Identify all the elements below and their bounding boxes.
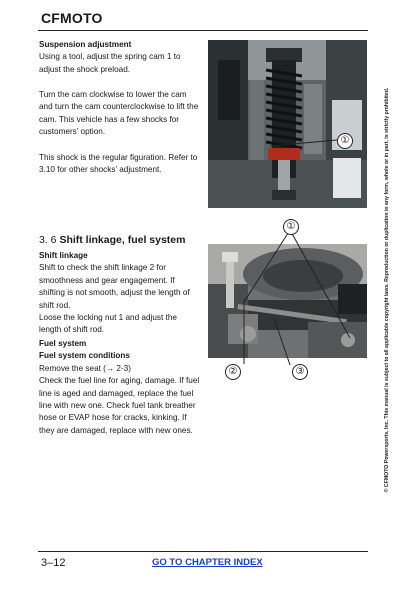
copyright-text: © CFMOTO Powersports, Inc. This manual is subject to all applicable copyright laws. Reproduction or duplication in any form, whole or in part, is strictly prohibited. bbox=[384, 87, 390, 493]
suspension-block-3 bbox=[39, 152, 201, 177]
footer-rule bbox=[38, 551, 368, 552]
suspension-heading: Suspension adjustment bbox=[39, 40, 132, 49]
chapter-index-link[interactable]: GO TO CHAPTER INDEX bbox=[152, 557, 263, 568]
suspension-block-2 bbox=[39, 89, 201, 139]
shock-absorber-photo bbox=[208, 40, 367, 208]
fuel-block bbox=[39, 338, 201, 437]
fuel-subheading: Fuel system conditions bbox=[39, 351, 130, 361]
callout-1-nut: ① bbox=[283, 219, 299, 235]
fuel-heading: Fuel system bbox=[39, 339, 87, 348]
callout-1-shock: ① bbox=[337, 133, 353, 149]
suspension-para-1: Using a tool, adjust the spring cam 1 to adjust the shock preload. bbox=[39, 52, 181, 74]
suspension-para-2: Turn the cam clockwise to lower the cam and turn the cam counterclockwise to lift the cam. This vehicle has a few shocks for customers’ option. bbox=[39, 90, 199, 137]
shift-heading: Shift linkage bbox=[39, 251, 88, 260]
suspension-block bbox=[39, 39, 201, 76]
callout-3-rod: ③ bbox=[292, 364, 308, 380]
shift-linkage-photo bbox=[208, 244, 367, 358]
fuel-para: Check the fuel line for aging, damage. If fuel line is aged and damaged, replace the fuel line with new one. Check fuel tank breather hose or EVAP hose for cracks, kinking. If they are damaged, replace with new ones. bbox=[39, 376, 200, 435]
shock-absorber-illustration bbox=[208, 40, 367, 208]
shift-para-2: Loose the locking nut 1 and adjust the length of shift rod. bbox=[39, 313, 177, 335]
section-number: 3. 6 bbox=[39, 234, 57, 246]
copyright-notice bbox=[382, 70, 392, 510]
page-number: 3–12 bbox=[41, 557, 66, 569]
shift-linkage-illustration bbox=[208, 244, 367, 358]
fuel-remove-seat: Remove the seat (→ 2-3) bbox=[39, 363, 131, 373]
brand-title: CFMOTO bbox=[41, 10, 103, 26]
shift-para-1: Shift to check the shift linkage 2 for smoothness and gear engagement. If shifting is not smooth, adjust the length of shift rod. bbox=[39, 263, 190, 310]
header-rule bbox=[38, 30, 368, 31]
callout-2-linkage: ② bbox=[225, 364, 241, 380]
section-title-text: Shift linkage, fuel system bbox=[59, 234, 186, 246]
shift-block bbox=[39, 250, 201, 337]
suspension-para-3: This shock is the regular figuration. Refer to 3.10 for other shocks’ adjustment. bbox=[39, 153, 198, 175]
section-title bbox=[39, 234, 185, 246]
